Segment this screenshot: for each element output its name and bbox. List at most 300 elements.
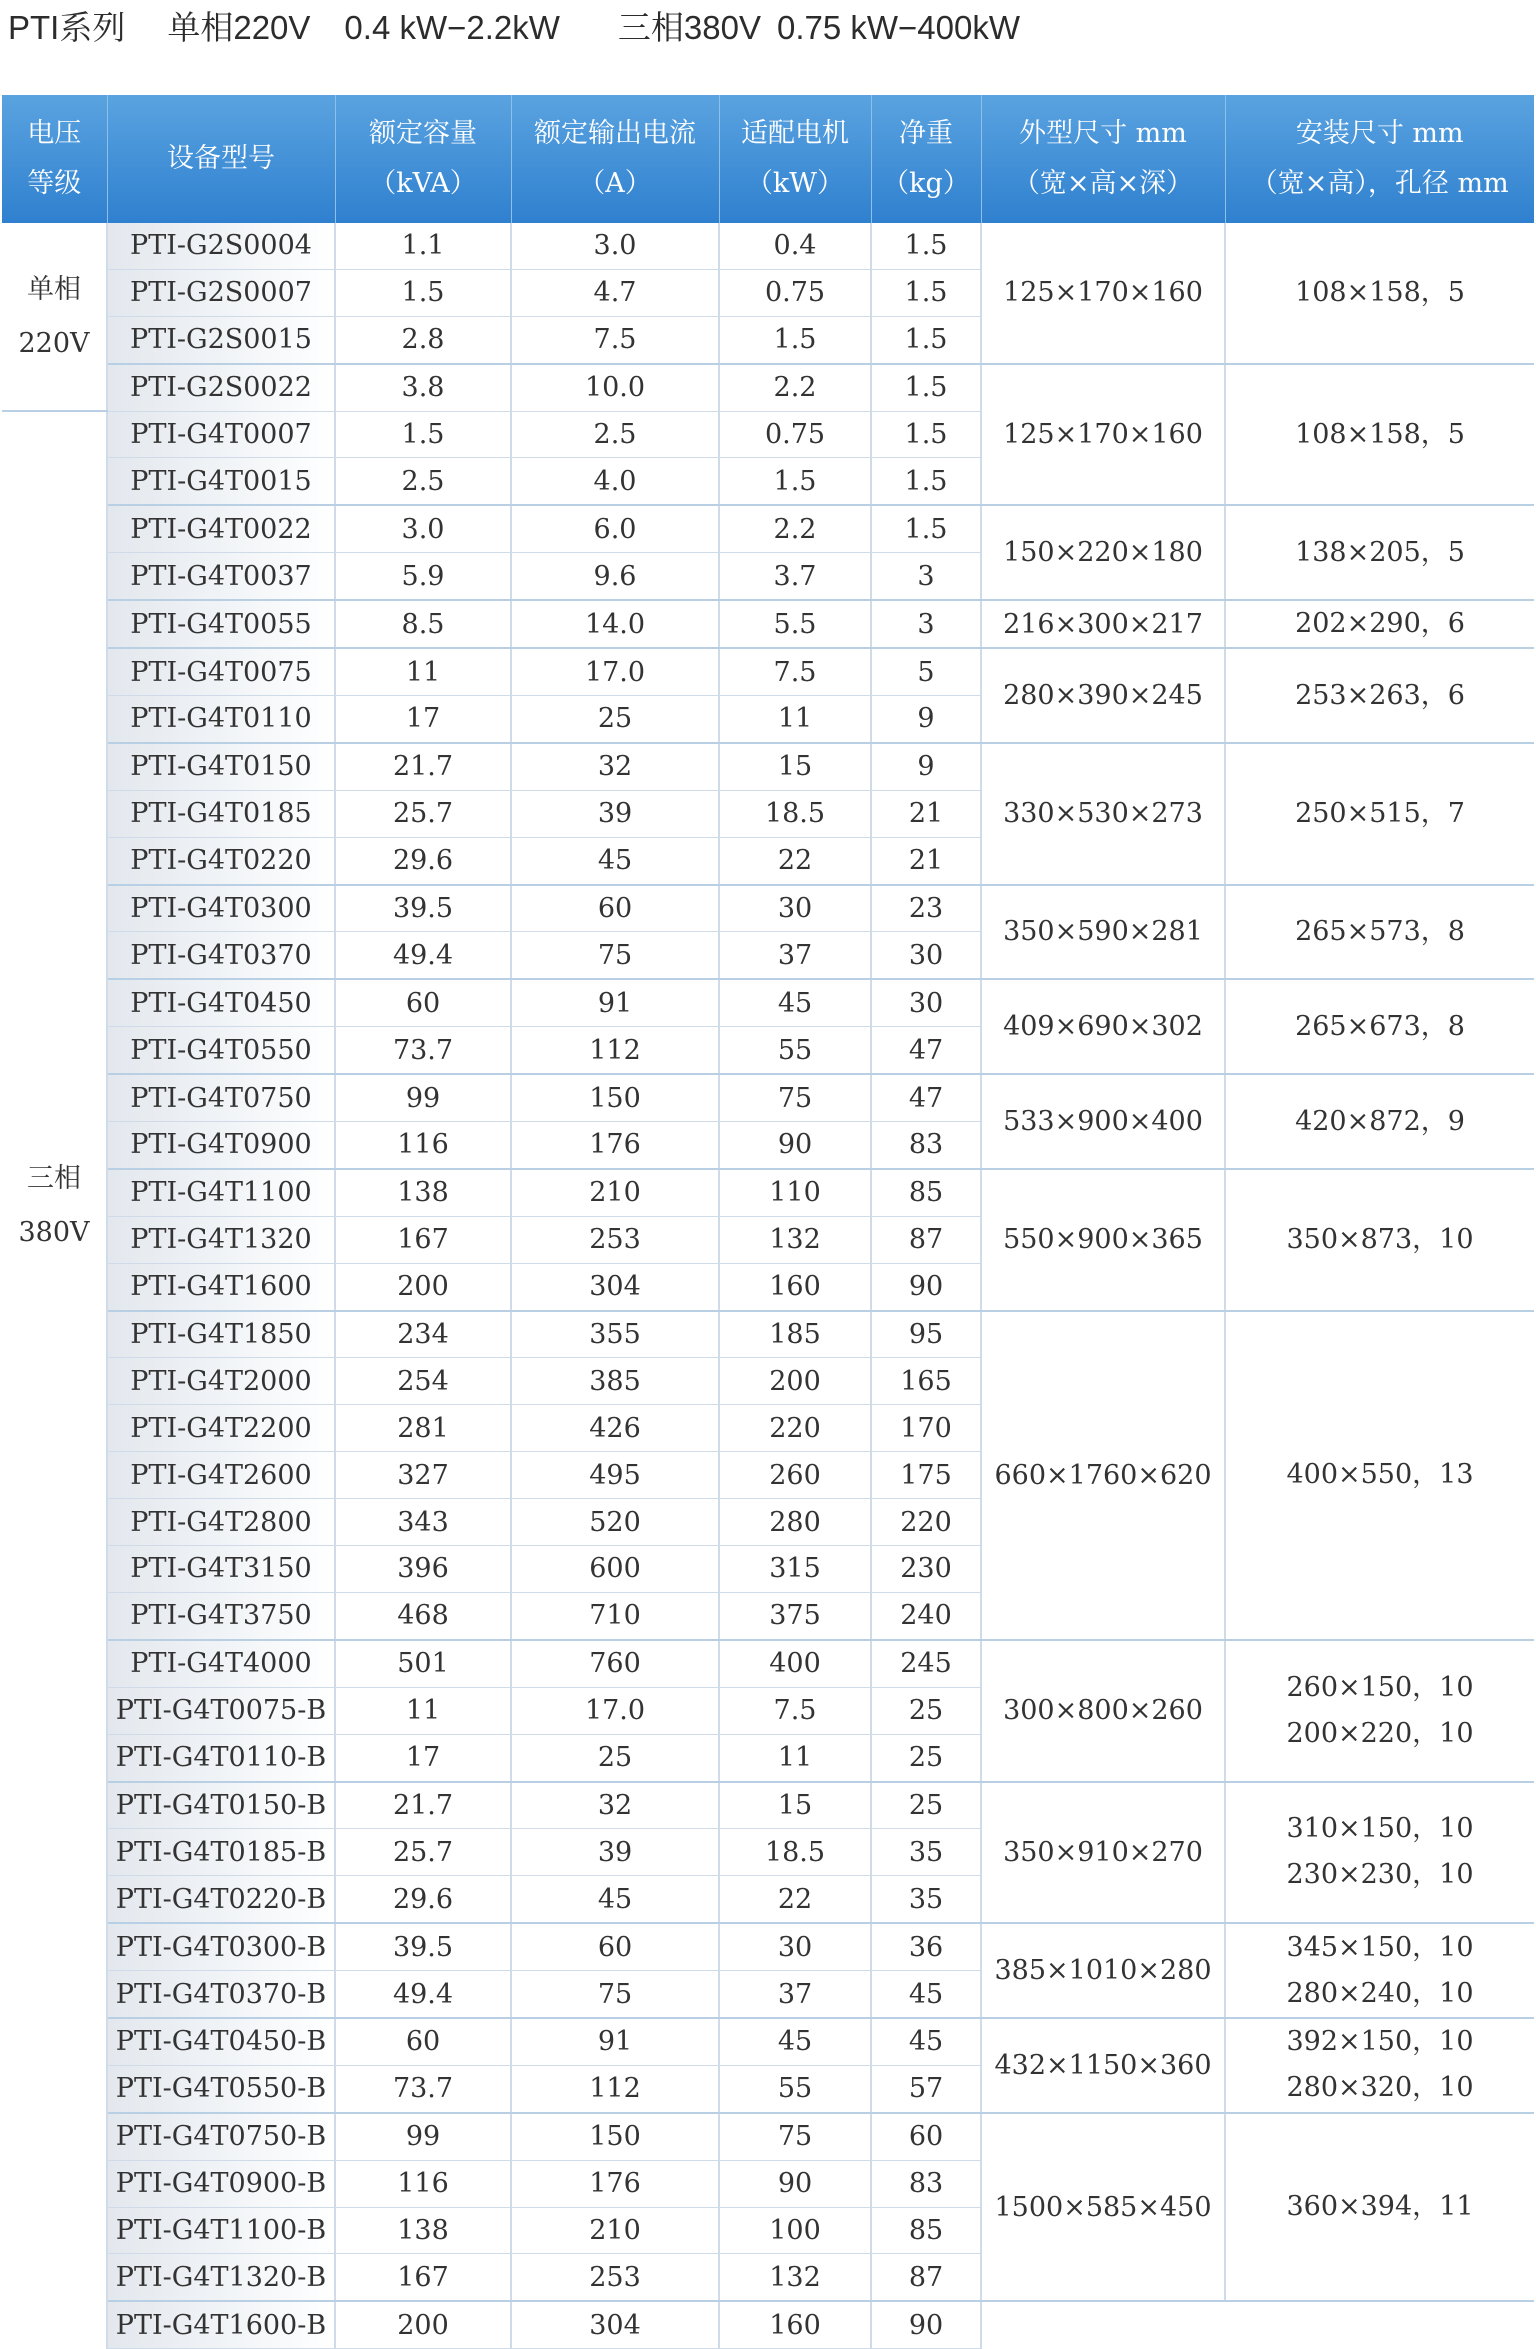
- capacity-cell: 49.4: [335, 932, 511, 979]
- mounting-dimension-value: 360×394，11: [1286, 2191, 1474, 2223]
- model-cell: PTI-G4T1600: [107, 1263, 335, 1310]
- capacity-cell: 2.8: [335, 316, 511, 363]
- outer-dimension-cell: 350×590×281: [981, 885, 1225, 980]
- current-cell: 304: [511, 2301, 719, 2348]
- motor-cell: 30: [719, 885, 871, 932]
- weight-cell: 83: [871, 2160, 981, 2207]
- mounting-dimension-value: 310×150，10: [1286, 1813, 1474, 1845]
- capacity-cell: 29.6: [335, 1876, 511, 1923]
- model-cell: PTI-G4T0185-B: [107, 1829, 335, 1876]
- table-row: [2, 648, 1534, 695]
- current-cell: 760: [511, 1640, 719, 1687]
- series-name: PTI系列: [8, 9, 126, 46]
- model-cell: PTI-G4T0220-B: [107, 1876, 335, 1923]
- motor-cell: 7.5: [719, 648, 871, 695]
- mounting-dimension-cell: [1225, 1169, 1534, 1311]
- current-cell: 6.0: [511, 505, 719, 552]
- table-header-row: [2, 95, 1534, 223]
- mounting-dimension-cell: [1225, 2113, 1534, 2302]
- outer-dimension-cell: 385×1010×280: [981, 1923, 1225, 2018]
- capacity-cell: 25.7: [335, 790, 511, 837]
- motor-cell: 0.75: [719, 269, 871, 316]
- model-cell: PTI-G4T0075: [107, 648, 335, 695]
- weight-cell: 170: [871, 1405, 981, 1452]
- model-cell: PTI-G2S0015: [107, 316, 335, 363]
- motor-cell: 30: [719, 1923, 871, 1970]
- page-title: [8, 4, 1020, 52]
- current-cell: 4.0: [511, 458, 719, 505]
- capacity-cell: 73.7: [335, 1027, 511, 1074]
- current-cell: 25: [511, 696, 719, 743]
- motor-cell: 45: [719, 979, 871, 1026]
- mounting-dimension-cell: [1225, 648, 1534, 743]
- current-cell: 17.0: [511, 648, 719, 695]
- model-cell: PTI-G4T3150: [107, 1546, 335, 1593]
- current-cell: 176: [511, 1122, 719, 1169]
- header-line: 外型尺寸 mm: [1019, 118, 1187, 149]
- weight-cell: 1.5: [871, 411, 981, 458]
- weight-header: [871, 95, 981, 223]
- capacity-cell: 396: [335, 1546, 511, 1593]
- capacity-cell: 1.5: [335, 269, 511, 316]
- table-row: [2, 1923, 1534, 1970]
- capacity-cell: 29.6: [335, 837, 511, 884]
- motor-cell: 37: [719, 932, 871, 979]
- model-cell: PTI-G2S0022: [107, 364, 335, 411]
- capacity-cell: 468: [335, 1592, 511, 1639]
- mounting-dimension-cell: [1225, 1640, 1534, 1782]
- capacity-cell: 99: [335, 2113, 511, 2160]
- model-cell: PTI-G4T0550-B: [107, 2065, 335, 2112]
- capacity-cell: 234: [335, 1311, 511, 1358]
- current-header: [511, 95, 719, 223]
- capacity-cell: 138: [335, 1169, 511, 1216]
- motor-cell: 132: [719, 2254, 871, 2301]
- capacity-cell: 116: [335, 1122, 511, 1169]
- current-cell: 210: [511, 2207, 719, 2254]
- capacity-cell: 3.0: [335, 505, 511, 552]
- capacity-cell: 3.8: [335, 364, 511, 411]
- capacity-cell: 21.7: [335, 743, 511, 790]
- motor-cell: 18.5: [719, 790, 871, 837]
- outer-dimension-cell: 1500×585×450: [981, 2113, 1225, 2302]
- model-cell: PTI-G4T0015: [107, 458, 335, 505]
- current-cell: 2.5: [511, 411, 719, 458]
- outer-dimension-cell: 533×900×400: [981, 1074, 1225, 1169]
- current-cell: 253: [511, 2254, 719, 2301]
- weight-cell: 60: [871, 2113, 981, 2160]
- capacity-cell: 49.4: [335, 1971, 511, 2018]
- current-cell: 385: [511, 1358, 719, 1405]
- mounting-dimension-value: 280×240，10: [1286, 1977, 1474, 2009]
- weight-cell: 1.5: [871, 316, 981, 363]
- motor-cell: 220: [719, 1405, 871, 1452]
- current-cell: 91: [511, 979, 719, 1026]
- weight-cell: 85: [871, 2207, 981, 2254]
- capacity-cell: 501: [335, 1640, 511, 1687]
- model-cell: PTI-G4T0150: [107, 743, 335, 790]
- mounting-dimension-value: 250×515，7: [1295, 797, 1465, 829]
- outer-dimension-cell: 125×170×160: [981, 364, 1225, 506]
- capacity-cell: 200: [335, 1263, 511, 1310]
- motor-cell: 0.4: [719, 223, 871, 269]
- motor-cell: 11: [719, 696, 871, 743]
- weight-cell: 90: [871, 1263, 981, 1310]
- current-cell: 91: [511, 2018, 719, 2065]
- outer-dimension-cell: 350×910×270: [981, 1782, 1225, 1924]
- mounting-dimension-value: 200×220，10: [1286, 1717, 1474, 1749]
- mounting-dimension-value: 280×320，10: [1286, 2072, 1474, 2104]
- mounting-dimension-cell: [1225, 1923, 1534, 2018]
- weight-cell: 35: [871, 1829, 981, 1876]
- current-cell: 253: [511, 1216, 719, 1263]
- three-phase-label: 三相380V: [617, 9, 761, 46]
- weight-cell: 83: [871, 1122, 981, 1169]
- model-cell: PTI-G4T1100: [107, 1169, 335, 1216]
- table-row: [2, 1311, 1534, 1358]
- mounting-dimension-value: 202×290，6: [1295, 608, 1465, 640]
- capacity-cell: 8.5: [335, 600, 511, 648]
- weight-cell: 47: [871, 1027, 981, 1074]
- capacity-cell: 138: [335, 2207, 511, 2254]
- voltage-class-line: 220V: [18, 327, 90, 359]
- weight-cell: 25: [871, 1782, 981, 1829]
- weight-cell: 5: [871, 648, 981, 695]
- table-row: [2, 2018, 1534, 2065]
- weight-cell: 35: [871, 1876, 981, 1923]
- weight-cell: 23: [871, 885, 981, 932]
- model-cell: PTI-G4T0900: [107, 1122, 335, 1169]
- capacity-cell: 99: [335, 1074, 511, 1121]
- table-row: [2, 223, 1534, 269]
- motor-cell: 22: [719, 837, 871, 884]
- weight-cell: 1.5: [871, 505, 981, 552]
- capacity-cell: 21.7: [335, 1782, 511, 1829]
- table-row: [2, 364, 1534, 411]
- mounting-dimension-value: 253×263，6: [1295, 679, 1465, 711]
- capacity-cell: 327: [335, 1452, 511, 1499]
- motor-cell: 55: [719, 1027, 871, 1074]
- table-row: [2, 2301, 1534, 2348]
- current-cell: 112: [511, 2065, 719, 2112]
- header-line: 适配电机: [741, 118, 849, 149]
- model-cell: PTI-G4T0150-B: [107, 1782, 335, 1829]
- model-cell: PTI-G4T1100-B: [107, 2207, 335, 2254]
- mounting-dimension-value: 138×205，5: [1295, 536, 1465, 568]
- spec-table: [2, 95, 1534, 2349]
- current-cell: 3.0: [511, 223, 719, 269]
- weight-cell: 240: [871, 1592, 981, 1639]
- current-cell: 10.0: [511, 364, 719, 411]
- model-cell: PTI-G4T0370: [107, 932, 335, 979]
- outer-dimension-cell: 330×530×273: [981, 743, 1225, 885]
- three-phase-power: 0.75 kW−400kW: [776, 9, 1021, 46]
- model-cell: PTI-G4T0900-B: [107, 2160, 335, 2207]
- header-subline: （kg）: [882, 168, 970, 199]
- single-phase-label: 单相220V: [167, 9, 311, 46]
- capacity-header: [335, 95, 511, 223]
- mounting-dimension-cell: [1225, 1074, 1534, 1169]
- current-cell: 210: [511, 1169, 719, 1216]
- motor-cell: 75: [719, 1074, 871, 1121]
- header-subline: 等级: [27, 168, 82, 199]
- weight-cell: 165: [871, 1358, 981, 1405]
- model-cell: PTI-G4T0022: [107, 505, 335, 552]
- model-cell: PTI-G4T0055: [107, 600, 335, 648]
- model-cell: PTI-G4T0300: [107, 885, 335, 932]
- motor-cell: 55: [719, 2065, 871, 2112]
- mounting-dimension-cell: [1225, 1311, 1534, 1640]
- mounting-dimension-cell: [1225, 223, 1534, 364]
- weight-cell: 245: [871, 1640, 981, 1687]
- table-row: [2, 2113, 1534, 2160]
- current-cell: 60: [511, 1923, 719, 1970]
- capacity-cell: 167: [335, 1216, 511, 1263]
- model-cell: PTI-G4T0550: [107, 1027, 335, 1074]
- motor-cell: 132: [719, 1216, 871, 1263]
- header-line: 安装尺寸 mm: [1295, 118, 1464, 149]
- motor-cell: 37: [719, 1971, 871, 2018]
- mounting-dimension-value: 108×158，5: [1295, 276, 1465, 308]
- capacity-cell: 25.7: [335, 1829, 511, 1876]
- capacity-cell: 17: [335, 696, 511, 743]
- model-cell: PTI-G4T0110: [107, 696, 335, 743]
- mounting-dimension-value: 265×673，8: [1295, 1010, 1465, 1042]
- mounting-dimension-header: [1225, 95, 1534, 223]
- motor-cell: 3.7: [719, 553, 871, 600]
- table-row: [2, 1782, 1534, 1829]
- model-cell: PTI-G4T1850: [107, 1311, 335, 1358]
- weight-cell: 175: [871, 1452, 981, 1499]
- table-row: [2, 743, 1534, 790]
- mounting-dimension-value: 350×873，10: [1286, 1223, 1474, 1255]
- current-cell: 600: [511, 1546, 719, 1593]
- weight-cell: 36: [871, 1923, 981, 1970]
- motor-cell: 90: [719, 1122, 871, 1169]
- weight-cell: 3: [871, 553, 981, 600]
- current-cell: 7.5: [511, 316, 719, 363]
- outer-dimension-cell: 550×900×365: [981, 1169, 1225, 1311]
- mounting-dimension-cell: [1225, 2018, 1534, 2113]
- header-line: 净重: [899, 118, 953, 149]
- model-cell: PTI-G2S0007: [107, 269, 335, 316]
- current-cell: 32: [511, 743, 719, 790]
- header-line: 额定输出电流: [534, 118, 696, 149]
- weight-cell: 1.5: [871, 269, 981, 316]
- capacity-cell: 281: [335, 1405, 511, 1452]
- current-cell: 710: [511, 1592, 719, 1639]
- model-cell: PTI-G4T0750-B: [107, 2113, 335, 2160]
- model-cell: PTI-G4T0185: [107, 790, 335, 837]
- mounting-dimension-value: 265×573，8: [1295, 915, 1465, 947]
- mounting-dimension-cell: [1225, 505, 1534, 600]
- model-cell: PTI-G4T4000: [107, 1640, 335, 1687]
- motor-cell: 185: [719, 1311, 871, 1358]
- motor-cell: 5.5: [719, 600, 871, 648]
- weight-cell: 1.5: [871, 364, 981, 411]
- weight-cell: 57: [871, 2065, 981, 2112]
- voltage-class-cell: [2, 411, 107, 2349]
- current-cell: 150: [511, 2113, 719, 2160]
- capacity-cell: 60: [335, 979, 511, 1026]
- mounting-dimension-value: 420×872，9: [1295, 1105, 1465, 1137]
- capacity-cell: 5.9: [335, 553, 511, 600]
- table-row: [2, 1640, 1534, 1687]
- mounting-dimension-cell: [1225, 364, 1534, 506]
- motor-cell: 15: [719, 743, 871, 790]
- weight-cell: 3: [871, 600, 981, 648]
- capacity-cell: 200: [335, 2301, 511, 2348]
- capacity-cell: 343: [335, 1499, 511, 1546]
- weight-cell: 30: [871, 932, 981, 979]
- motor-cell: 45: [719, 2018, 871, 2065]
- motor-cell: 375: [719, 1592, 871, 1639]
- voltage-class-line: 380V: [18, 1217, 90, 1249]
- current-cell: 17.0: [511, 1687, 719, 1734]
- weight-cell: 21: [871, 837, 981, 884]
- capacity-cell: 2.5: [335, 458, 511, 505]
- outer-dimension-cell: 300×800×260: [981, 1640, 1225, 1782]
- motor-cell: 280: [719, 1499, 871, 1546]
- motor-cell: 400: [719, 1640, 871, 1687]
- header-subline: （宽×高×深）: [1012, 168, 1194, 199]
- capacity-cell: 11: [335, 1687, 511, 1734]
- current-cell: 32: [511, 1782, 719, 1829]
- model-cell: PTI-G4T0450-B: [107, 2018, 335, 2065]
- current-cell: 4.7: [511, 269, 719, 316]
- model-cell: PTI-G4T0300-B: [107, 1923, 335, 1970]
- capacity-cell: 17: [335, 1734, 511, 1781]
- model-cell: PTI-G4T2000: [107, 1358, 335, 1405]
- voltage-class-line: 单相: [27, 273, 81, 305]
- capacity-cell: 254: [335, 1358, 511, 1405]
- capacity-cell: 73.7: [335, 2065, 511, 2112]
- current-cell: 45: [511, 1876, 719, 1923]
- motor-cell: 2.2: [719, 364, 871, 411]
- motor-header: [719, 95, 871, 223]
- model-cell: PTI-G4T2200: [107, 1405, 335, 1452]
- current-cell: 355: [511, 1311, 719, 1358]
- current-cell: 25: [511, 1734, 719, 1781]
- mounting-dimension-cell: [1225, 885, 1534, 980]
- model-cell: PTI-G4T0220: [107, 837, 335, 884]
- capacity-cell: 11: [335, 648, 511, 695]
- weight-cell: 1.5: [871, 458, 981, 505]
- current-cell: 495: [511, 1452, 719, 1499]
- outer-dimension-header: [981, 95, 1225, 223]
- model-cell: PTI-G2S0004: [107, 223, 335, 269]
- model-cell: PTI-G4T1320-B: [107, 2254, 335, 2301]
- motor-cell: 75: [719, 2113, 871, 2160]
- weight-cell: 220: [871, 1499, 981, 1546]
- motor-cell: 200: [719, 1358, 871, 1405]
- model-cell: PTI-G4T2800: [107, 1499, 335, 1546]
- table-row: [2, 1169, 1534, 1216]
- mounting-dimension-value: 108×158，5: [1295, 418, 1465, 450]
- header-subline: （宽×高），孔径 mm: [1250, 168, 1509, 199]
- motor-cell: 7.5: [719, 1687, 871, 1734]
- model-cell: PTI-G4T1320: [107, 1216, 335, 1263]
- motor-cell: 1.5: [719, 316, 871, 363]
- motor-cell: 15: [719, 1782, 871, 1829]
- capacity-cell: 167: [335, 2254, 511, 2301]
- motor-cell: 110: [719, 1169, 871, 1216]
- motor-cell: 2.2: [719, 505, 871, 552]
- weight-cell: 25: [871, 1734, 981, 1781]
- current-cell: 150: [511, 1074, 719, 1121]
- current-cell: 75: [511, 1971, 719, 2018]
- capacity-cell: 116: [335, 2160, 511, 2207]
- table-row: [2, 979, 1534, 1026]
- motor-cell: 160: [719, 2301, 871, 2348]
- model-cell: PTI-G4T2600: [107, 1452, 335, 1499]
- mounting-dimension-cell: [1225, 600, 1534, 648]
- weight-cell: 95: [871, 1311, 981, 1358]
- header-line: 设备型号: [167, 143, 275, 174]
- motor-cell: 11: [719, 1734, 871, 1781]
- model-cell: PTI-G4T0750: [107, 1074, 335, 1121]
- mounting-dimension-cell: [1225, 743, 1534, 885]
- header-subline: （kW）: [745, 168, 845, 199]
- motor-cell: 315: [719, 1546, 871, 1593]
- capacity-cell: 60: [335, 2018, 511, 2065]
- weight-cell: 90: [871, 2301, 981, 2348]
- weight-cell: 47: [871, 1074, 981, 1121]
- table-body: [2, 223, 1534, 2349]
- model-cell: PTI-G4T0450: [107, 979, 335, 1026]
- current-cell: 112: [511, 1027, 719, 1074]
- mounting-dimension-cell: [1225, 979, 1534, 1074]
- capacity-cell: 1.5: [335, 411, 511, 458]
- header-line: 额定容量: [369, 118, 477, 149]
- outer-dimension-cell: 660×1760×620: [981, 1311, 1225, 1640]
- current-cell: 39: [511, 1829, 719, 1876]
- weight-cell: 45: [871, 1971, 981, 2018]
- weight-cell: 25: [871, 1687, 981, 1734]
- outer-dimension-cell: 432×1150×360: [981, 2018, 1225, 2113]
- current-cell: 426: [511, 1405, 719, 1452]
- weight-cell: 9: [871, 696, 981, 743]
- current-cell: 60: [511, 885, 719, 932]
- mounting-dimension-value: 230×230，10: [1286, 1859, 1474, 1891]
- voltage-header: [2, 95, 107, 223]
- model-cell: PTI-G4T0110-B: [107, 1734, 335, 1781]
- outer-dimension-cell: 409×690×302: [981, 979, 1225, 1074]
- current-cell: 520: [511, 1499, 719, 1546]
- capacity-cell: 39.5: [335, 885, 511, 932]
- voltage-class-cell: [2, 223, 107, 411]
- capacity-cell: 1.1: [335, 223, 511, 269]
- current-cell: 39: [511, 790, 719, 837]
- capacity-cell: 39.5: [335, 1923, 511, 1970]
- motor-cell: 1.5: [719, 458, 871, 505]
- current-cell: 45: [511, 837, 719, 884]
- weight-cell: 21: [871, 790, 981, 837]
- model-header: [107, 95, 335, 223]
- current-cell: 9.6: [511, 553, 719, 600]
- mounting-dimension-value: 260×150，10: [1286, 1671, 1474, 1703]
- motor-cell: 90: [719, 2160, 871, 2207]
- current-cell: 176: [511, 2160, 719, 2207]
- weight-cell: 87: [871, 2254, 981, 2301]
- weight-cell: 9: [871, 743, 981, 790]
- table-row: [2, 1074, 1534, 1121]
- model-cell: PTI-G4T3750: [107, 1592, 335, 1639]
- header-subline: （kVA）: [369, 168, 477, 199]
- model-cell: PTI-G4T0037: [107, 553, 335, 600]
- table-row: [2, 885, 1534, 932]
- header-subline: （A）: [578, 168, 652, 199]
